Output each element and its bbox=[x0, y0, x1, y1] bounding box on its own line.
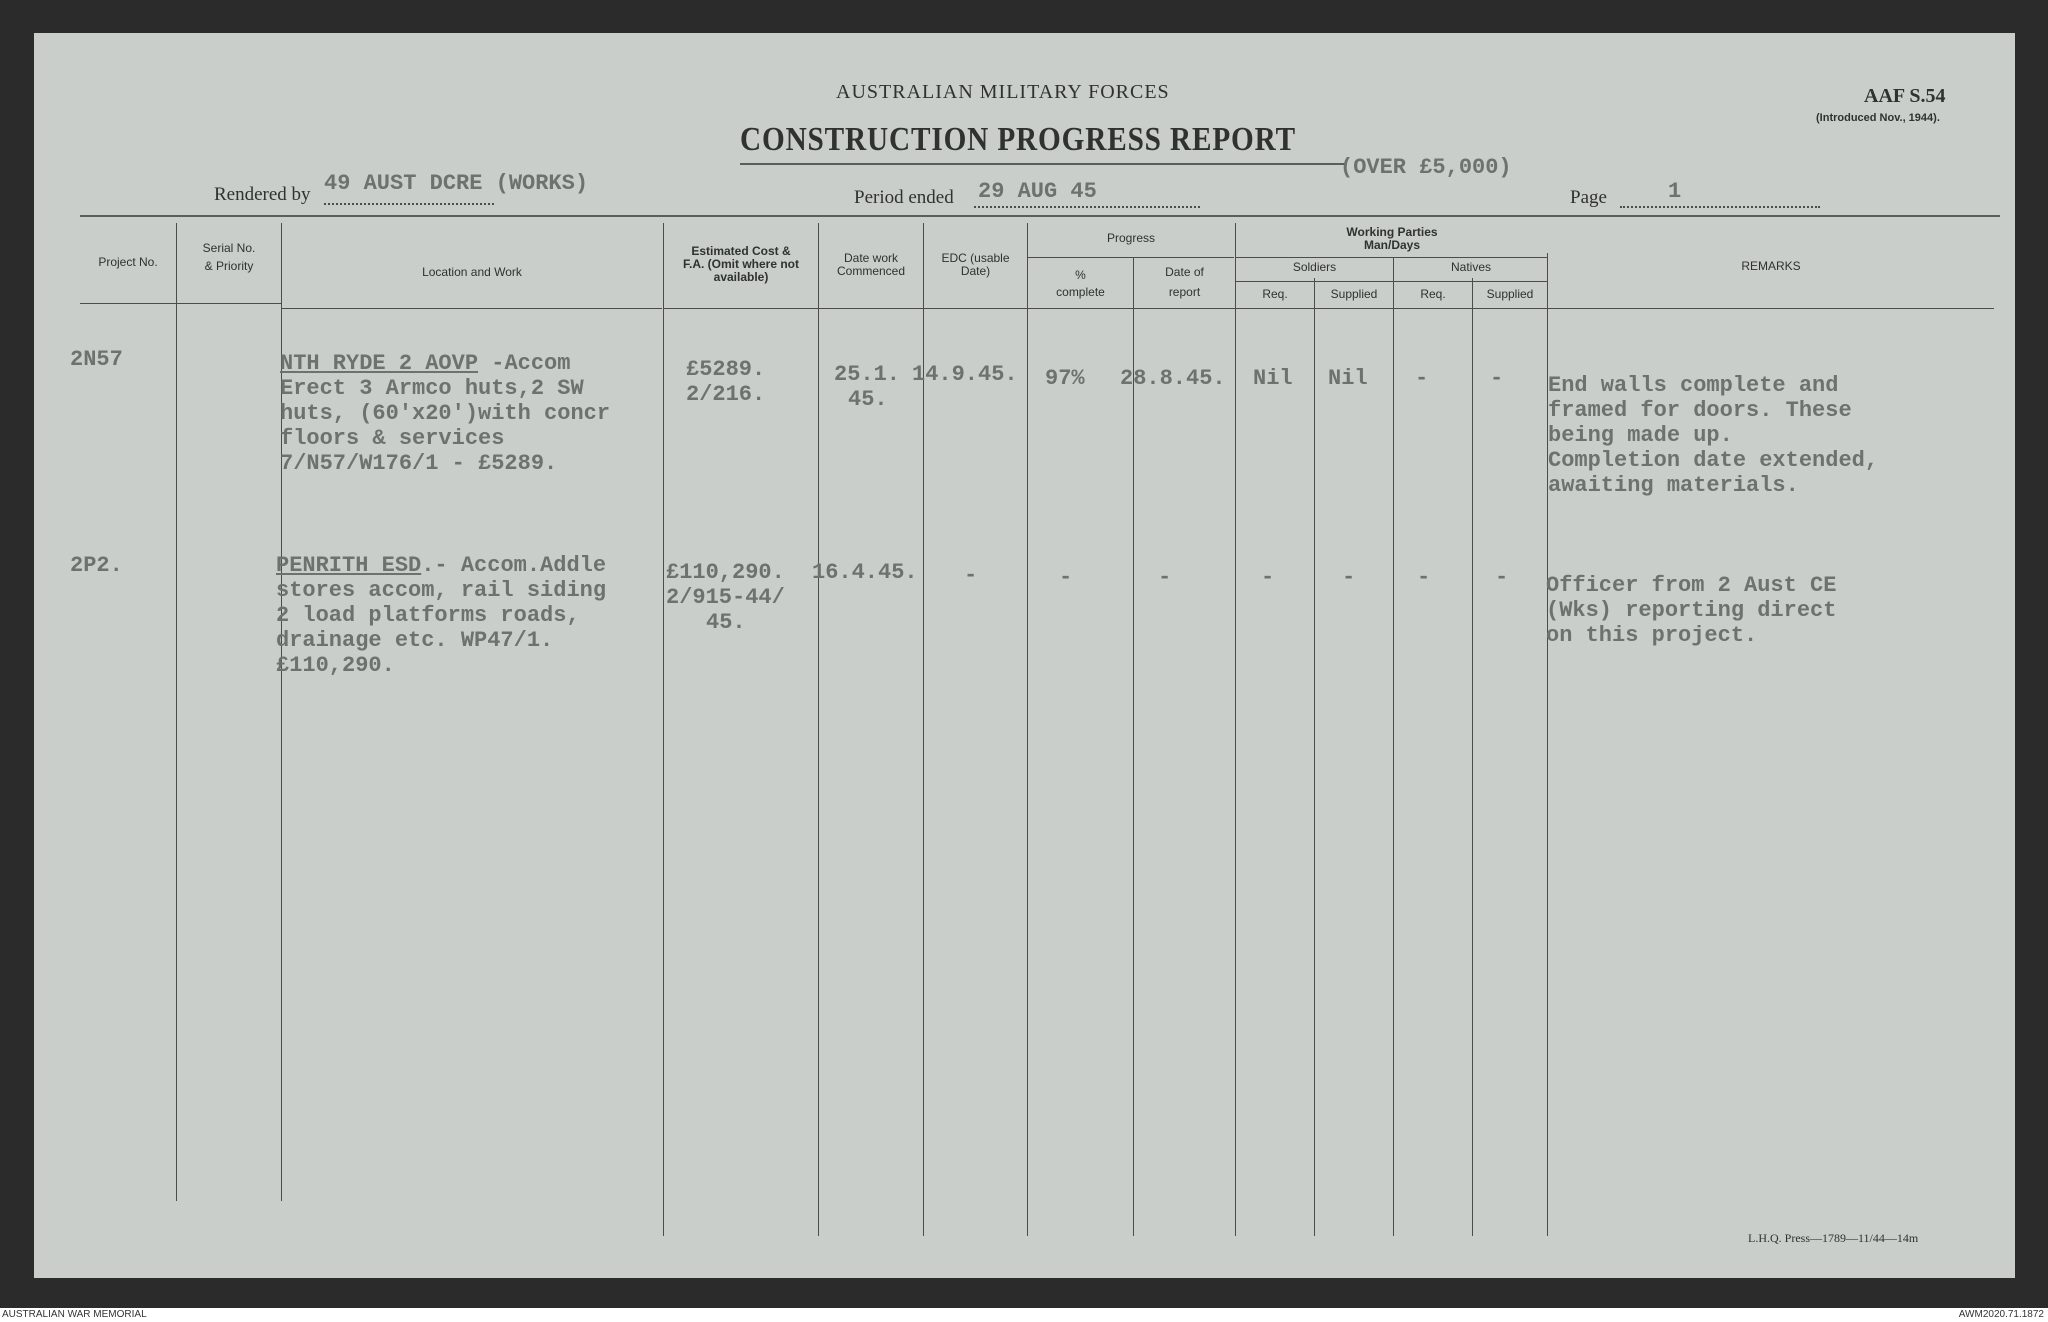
edc-date: - bbox=[964, 563, 978, 588]
remarks-line: framed for doors. These bbox=[1548, 398, 1852, 423]
form-title: CONSTRUCTION PROGRESS REPORT bbox=[740, 121, 1296, 158]
location-line: Erect 3 Armco huts,2 SW bbox=[280, 376, 584, 401]
col-rule-1 bbox=[176, 223, 177, 1201]
col-cost-2: F.A. (Omit where not bbox=[682, 257, 799, 271]
col-edc-1: EDC (usable bbox=[941, 251, 1010, 265]
location-line bbox=[276, 553, 606, 578]
location-title: NTH RYDE 2 AOVP bbox=[280, 351, 479, 376]
col-rule-7 bbox=[1133, 258, 1134, 1236]
date-of-report: - bbox=[1158, 565, 1172, 590]
rendered-by-dots bbox=[324, 203, 494, 205]
header-rule-b bbox=[177, 303, 281, 304]
pct-complete: 97% bbox=[1045, 366, 1085, 391]
col-sol-sup: Supplied bbox=[1330, 287, 1378, 301]
col-rule-9 bbox=[1314, 278, 1315, 1236]
period-value: 29 AUG 45 bbox=[978, 179, 1097, 204]
col-dor-2: report bbox=[1168, 285, 1201, 299]
col-pct-1: % bbox=[1075, 268, 1086, 282]
rendered-by-value: 49 AUST DCRE (WORKS) bbox=[324, 171, 589, 196]
location-line: floors & services bbox=[280, 426, 505, 451]
natives-supplied: - bbox=[1495, 565, 1509, 590]
col-nat-sup: Supplied bbox=[1486, 287, 1534, 301]
col-edc-2: Date) bbox=[960, 264, 991, 278]
archive-left-caption: AUSTRALIAN WAR MEMORIAL bbox=[2, 1309, 147, 1320]
pct-complete: - bbox=[1059, 565, 1073, 590]
remarks-line: Officer from 2 Aust CE bbox=[1546, 573, 1837, 598]
header-rule-sol-nat bbox=[1236, 281, 1548, 282]
location-title: PENRITH ESD bbox=[276, 553, 422, 578]
cost-line: £110,290. bbox=[666, 560, 785, 585]
commenced-line: 16.4.45. bbox=[812, 560, 918, 585]
location-line: 7/N57/W176/1 - £5289. bbox=[280, 451, 558, 476]
col-sol-req: Req. bbox=[1262, 287, 1288, 301]
natives-supplied: - bbox=[1490, 366, 1504, 391]
project-no: 2N57 bbox=[70, 347, 123, 372]
commenced-line: 25.1. bbox=[834, 362, 901, 387]
col-wp-2: Man/Days bbox=[1363, 238, 1421, 252]
cost-line: 45. bbox=[706, 610, 746, 635]
col-pct-2: complete bbox=[1056, 285, 1105, 299]
col-remarks: REMARKS bbox=[1741, 259, 1801, 273]
form-intro-date: (Introduced Nov., 1944). bbox=[1816, 112, 1940, 124]
org-heading: AUSTRALIAN MILITARY FORCES bbox=[836, 81, 1170, 103]
col-rule-3 bbox=[663, 223, 664, 1236]
remarks-line: awaiting materials. bbox=[1548, 473, 1799, 498]
remarks-line: (Wks) reporting direct bbox=[1546, 598, 1837, 623]
col-cost-3: available) bbox=[713, 270, 769, 284]
location-line: 2 load platforms roads, bbox=[276, 603, 580, 628]
date-of-report: 28.8.45. bbox=[1120, 366, 1226, 391]
cost-line: 2/915-44/ bbox=[666, 585, 785, 610]
location-line bbox=[280, 351, 570, 376]
col-dor-1: Date of bbox=[1165, 265, 1204, 279]
page-dots bbox=[1620, 206, 1820, 208]
col-nat-req: Req. bbox=[1420, 287, 1446, 301]
soldiers-supplied: Nil bbox=[1328, 366, 1368, 391]
natives-req: - bbox=[1417, 565, 1431, 590]
header-rule-wp bbox=[1236, 257, 1548, 258]
form-sheet bbox=[34, 33, 2015, 1278]
project-no: 2P2. bbox=[70, 553, 123, 578]
col-cost-1: Estimated Cost & bbox=[691, 244, 791, 258]
col-soldiers: Soldiers bbox=[1292, 260, 1337, 274]
archive-right-caption: AWM2020.71.1872 bbox=[1958, 1309, 2044, 1320]
location-line: drainage etc. WP47/1. bbox=[276, 628, 554, 653]
printer-imprint: L.H.Q. Press—1789—11/44—14m bbox=[1748, 1231, 1919, 1245]
header-rule-progress bbox=[1028, 257, 1234, 258]
col-rule-4 bbox=[818, 223, 819, 1236]
col-rule-8 bbox=[1235, 223, 1236, 1236]
archive-caption-bar bbox=[0, 1308, 2048, 1322]
rendered-by-label: Rendered by bbox=[214, 184, 311, 205]
col-serial-2: & Priority bbox=[204, 259, 254, 273]
page-value: 1 bbox=[1668, 179, 1682, 204]
soldiers-req: Nil bbox=[1253, 366, 1293, 391]
location-line: £110,290. bbox=[276, 653, 395, 678]
remarks-line: Completion date extended, bbox=[1548, 448, 1879, 473]
title-underline bbox=[740, 163, 1347, 165]
form-code: AAF S.54 bbox=[1864, 85, 1946, 107]
table-top-rule bbox=[80, 215, 2000, 217]
header-rule-d bbox=[664, 308, 1994, 309]
col-date-2: Commenced bbox=[836, 264, 906, 278]
period-dots bbox=[974, 206, 1200, 208]
over-note: (OVER £5,000) bbox=[1340, 155, 1512, 180]
location-tail: .- Accom.Addle bbox=[421, 553, 607, 578]
location-line: stores accom, rail siding bbox=[276, 578, 607, 603]
location-line: huts, (60'x20')with concr bbox=[280, 401, 611, 426]
col-location: Location and Work bbox=[422, 265, 522, 279]
col-serial-1: Serial No. bbox=[202, 241, 256, 255]
col-rule-10 bbox=[1393, 258, 1394, 1236]
location-tail: -Accom bbox=[478, 351, 571, 376]
remarks-line: End walls complete and bbox=[1548, 373, 1839, 398]
col-rule-6 bbox=[1027, 223, 1028, 1236]
col-natives: Natives bbox=[1450, 260, 1491, 274]
cost-line: 2/216. bbox=[686, 382, 766, 407]
period-label: Period ended bbox=[854, 187, 954, 208]
header-rule-a bbox=[80, 303, 176, 304]
remarks-line: being made up. bbox=[1548, 423, 1733, 448]
header-rule-c bbox=[282, 308, 662, 309]
cost-line: £5289. bbox=[686, 357, 766, 382]
natives-req: - bbox=[1415, 366, 1429, 391]
col-wp-1: Working Parties bbox=[1346, 225, 1438, 239]
soldiers-req: - bbox=[1261, 565, 1275, 590]
remarks-line: on this project. bbox=[1546, 623, 1758, 648]
col-date-1: Date work bbox=[843, 251, 899, 265]
soldiers-supplied: - bbox=[1342, 565, 1356, 590]
col-progress: Progress bbox=[1106, 231, 1156, 245]
commenced-line: 45. bbox=[848, 387, 888, 412]
col-project-no: Project No. bbox=[98, 255, 158, 269]
page-label: Page bbox=[1570, 187, 1607, 208]
col-rule-11 bbox=[1472, 278, 1473, 1236]
edc-date: 14.9.45. bbox=[912, 362, 1018, 387]
